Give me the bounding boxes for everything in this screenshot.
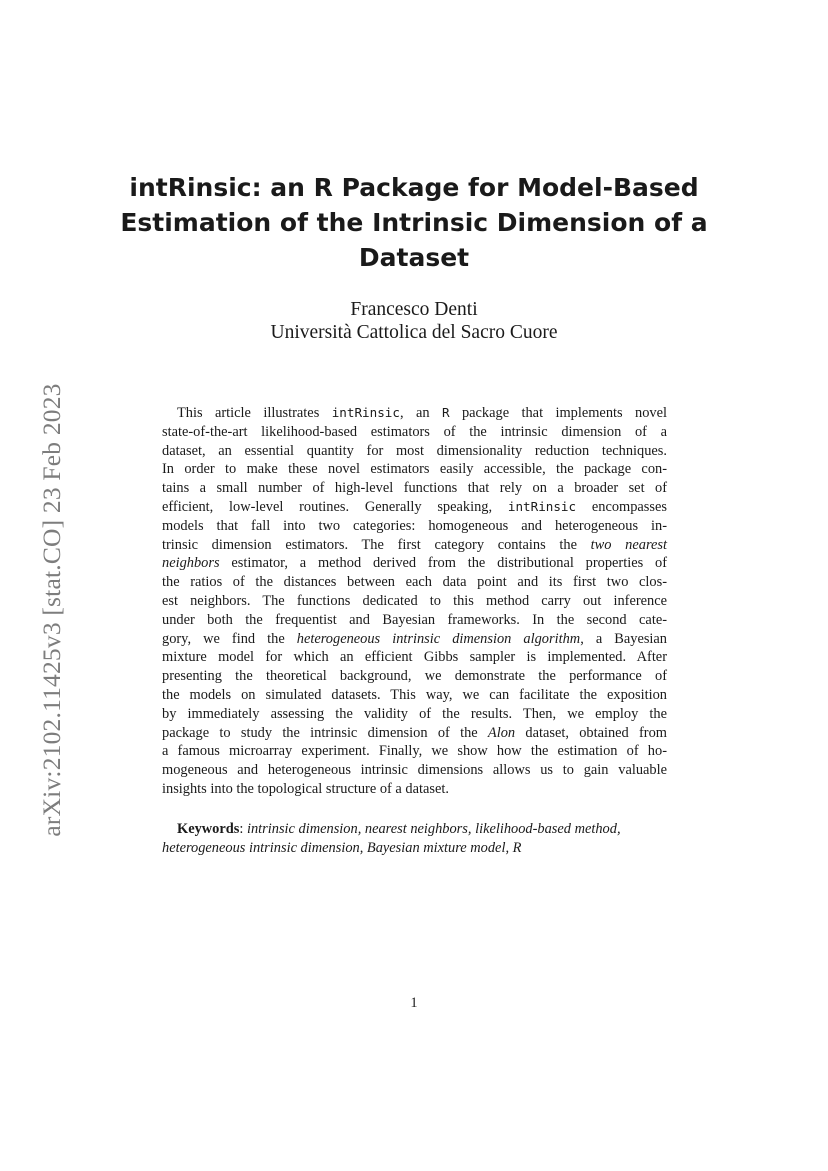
- keywords: [162, 820, 667, 858]
- package-name-code: intRinsic: [331, 405, 400, 420]
- abstract-line: the ratios of the distances between each data point and its first two clos-: [162, 574, 667, 591]
- abstract: [162, 404, 667, 799]
- abstract-text: This article illustrates: [177, 405, 332, 421]
- abstract-line: [162, 724, 667, 743]
- language-name-code: R: [441, 405, 450, 420]
- emphasis-text: heterogeneous intrinsic dimension algorithm: [296, 630, 581, 647]
- keywords-list: heterogeneous intrinsic dimension, Bayesian mixture model, R: [162, 840, 522, 856]
- keywords-colon: :: [239, 821, 247, 837]
- abstract-text: efficient, low-level routines. Generally speaking,: [162, 498, 508, 515]
- abstract-text: trinsic dimension estimators. The first category contains the: [162, 536, 591, 553]
- author-name: Francesco Denti: [350, 299, 478, 320]
- author-affiliation: Università Cattolica del Sacro Cuore: [270, 322, 558, 343]
- abstract-line: mogeneous and heterogeneous intrinsic dimensions allows us to gain valuable: [162, 762, 667, 779]
- abstract-line: In order to make these novel estimators easily accessible, the package con-: [162, 461, 667, 478]
- abstract-text: estimator, a method derived from the distributional properties of: [219, 555, 667, 572]
- abstract-line: the models on simulated datasets. This way, we can facilitate the exposition: [162, 686, 667, 703]
- arxiv-identifier-stamp: arXiv:2102.11425v3 [stat.CO] 23 Feb 2023: [37, 383, 66, 837]
- abstract-line: mixture model for which an efficient Gibbs sampler is implemented. After: [162, 649, 667, 666]
- keywords-line: [162, 820, 667, 839]
- title-line: Dataset: [358, 243, 470, 272]
- abstract-line: [162, 630, 667, 649]
- abstract-line: under both the frequentist and Bayesian frameworks. In the second cate-: [162, 611, 667, 628]
- abstract-line: models that fall into two categories: homogeneous and heterogeneous in-: [162, 517, 667, 534]
- paper-title: [100, 170, 728, 275]
- emphasis-text: Alon: [487, 724, 516, 741]
- abstract-line: [162, 498, 667, 517]
- abstract-line: presenting the theoretical background, we demonstrate the performance of: [162, 668, 667, 685]
- abstract-text: dataset, obtained from: [515, 724, 667, 741]
- abstract-line: [162, 536, 667, 555]
- abstract-text: package that implements novel: [449, 405, 667, 421]
- abstract-text: , an: [399, 405, 442, 421]
- abstract-text: , a Bayesian: [580, 630, 668, 647]
- abstract-text: package to study the intrinsic dimension of the: [162, 724, 488, 741]
- abstract-line: a famous microarray experiment. Finally, we show how the estimation of ho-: [162, 743, 667, 760]
- keywords-list: intrinsic dimension, nearest neighbors, likelihood-based method,: [246, 821, 621, 837]
- abstract-line: state-of-the-art likelihood-based estimators of the intrinsic dimension of a: [162, 423, 667, 440]
- emphasis-text: two nearest: [590, 536, 667, 553]
- abstract-text: encompasses: [576, 498, 667, 515]
- abstract-line: tains a small number of high-level functions that rely on a broader set of: [162, 480, 667, 497]
- abstract-line: [162, 554, 667, 573]
- keywords-label: Keywords: [177, 821, 240, 837]
- emphasis-text: neighbors: [162, 555, 220, 572]
- page-number: 1: [410, 995, 418, 1011]
- title-line: intRinsic: an R Package for Model-Based: [129, 173, 699, 202]
- abstract-line: est neighbors. The functions dedicated to this method carry out inference: [162, 592, 667, 609]
- abstract-line: by immediately assessing the validity of the results. Then, we employ the: [162, 705, 667, 722]
- package-name-code: intRinsic: [507, 498, 577, 514]
- keywords-line: [162, 839, 667, 858]
- abstract-line: [162, 404, 667, 423]
- abstract-line: dataset, an essential quantity for most dimensionality reduction techniques.: [162, 442, 667, 459]
- title-line: Estimation of the Intrinsic Dimension of a: [120, 208, 708, 237]
- abstract-line: insights into the topological structure of a dataset.: [162, 780, 449, 797]
- abstract-text: gory, we find the: [162, 630, 297, 647]
